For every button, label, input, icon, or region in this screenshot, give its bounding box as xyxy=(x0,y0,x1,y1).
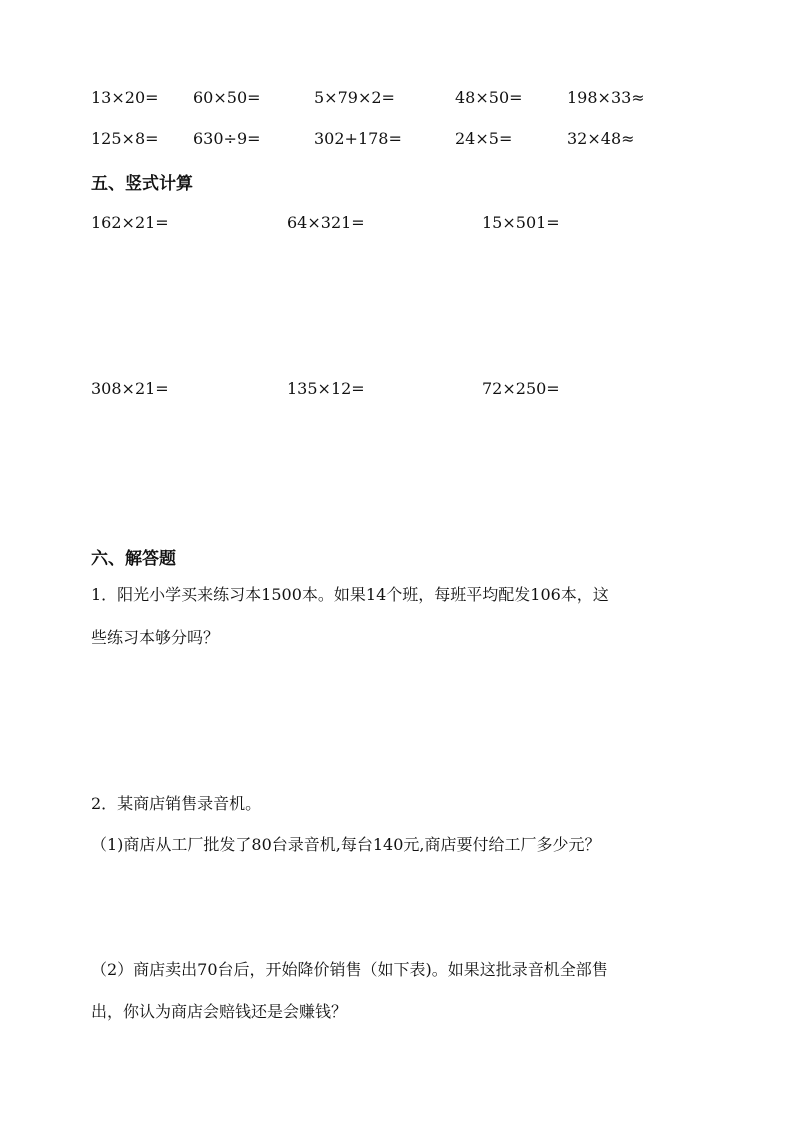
oral-calc-item: 48×50= xyxy=(455,88,523,107)
oral-calc-item: 24×5= xyxy=(455,129,513,148)
oral-calc-item: 125×8= xyxy=(91,129,159,148)
vertical-calc-item: 15×501= xyxy=(482,213,560,232)
oral-calc-item: 60×50= xyxy=(193,88,261,107)
question-1-line-1: 1．阳光小学买来练习本1500本。如果14个班，每班平均配发106本，这 xyxy=(91,585,609,604)
vertical-calc-item: 308×21= xyxy=(91,379,169,398)
vertical-calc-item: 72×250= xyxy=(482,379,560,398)
section-5-title: 五、竖式计算 xyxy=(91,174,193,194)
question-1-line-2: 些练习本够分吗？ xyxy=(91,628,220,647)
section-6-title: 六、解答题 xyxy=(91,549,176,569)
question-2-part-1: （1)商店从工厂批发了80台录音机,每台140元,商店要付给工厂多少元？ xyxy=(91,835,601,854)
oral-calc-item: 302+178= xyxy=(314,129,402,148)
question-2-title: 2．某商店销售录音机。 xyxy=(91,794,262,813)
oral-calc-item: 198×33≈ xyxy=(567,88,645,107)
question-2-part-2-line-1: （2）商店卖出70台后，开始降价销售（如下表)。如果这批录音机全部售 xyxy=(91,960,608,979)
vertical-calc-item: 162×21= xyxy=(91,213,169,232)
oral-calc-item: 5×79×2= xyxy=(314,88,395,107)
oral-calc-item: 32×48≈ xyxy=(567,129,635,148)
question-2-part-2-line-2: 出，你认为商店会赔钱还是会赚钱？ xyxy=(91,1002,348,1021)
vertical-calc-item: 135×12= xyxy=(287,379,365,398)
vertical-calc-item: 64×321= xyxy=(287,213,365,232)
oral-calc-item: 630÷9= xyxy=(193,129,261,148)
oral-calc-item: 13×20= xyxy=(91,88,159,107)
